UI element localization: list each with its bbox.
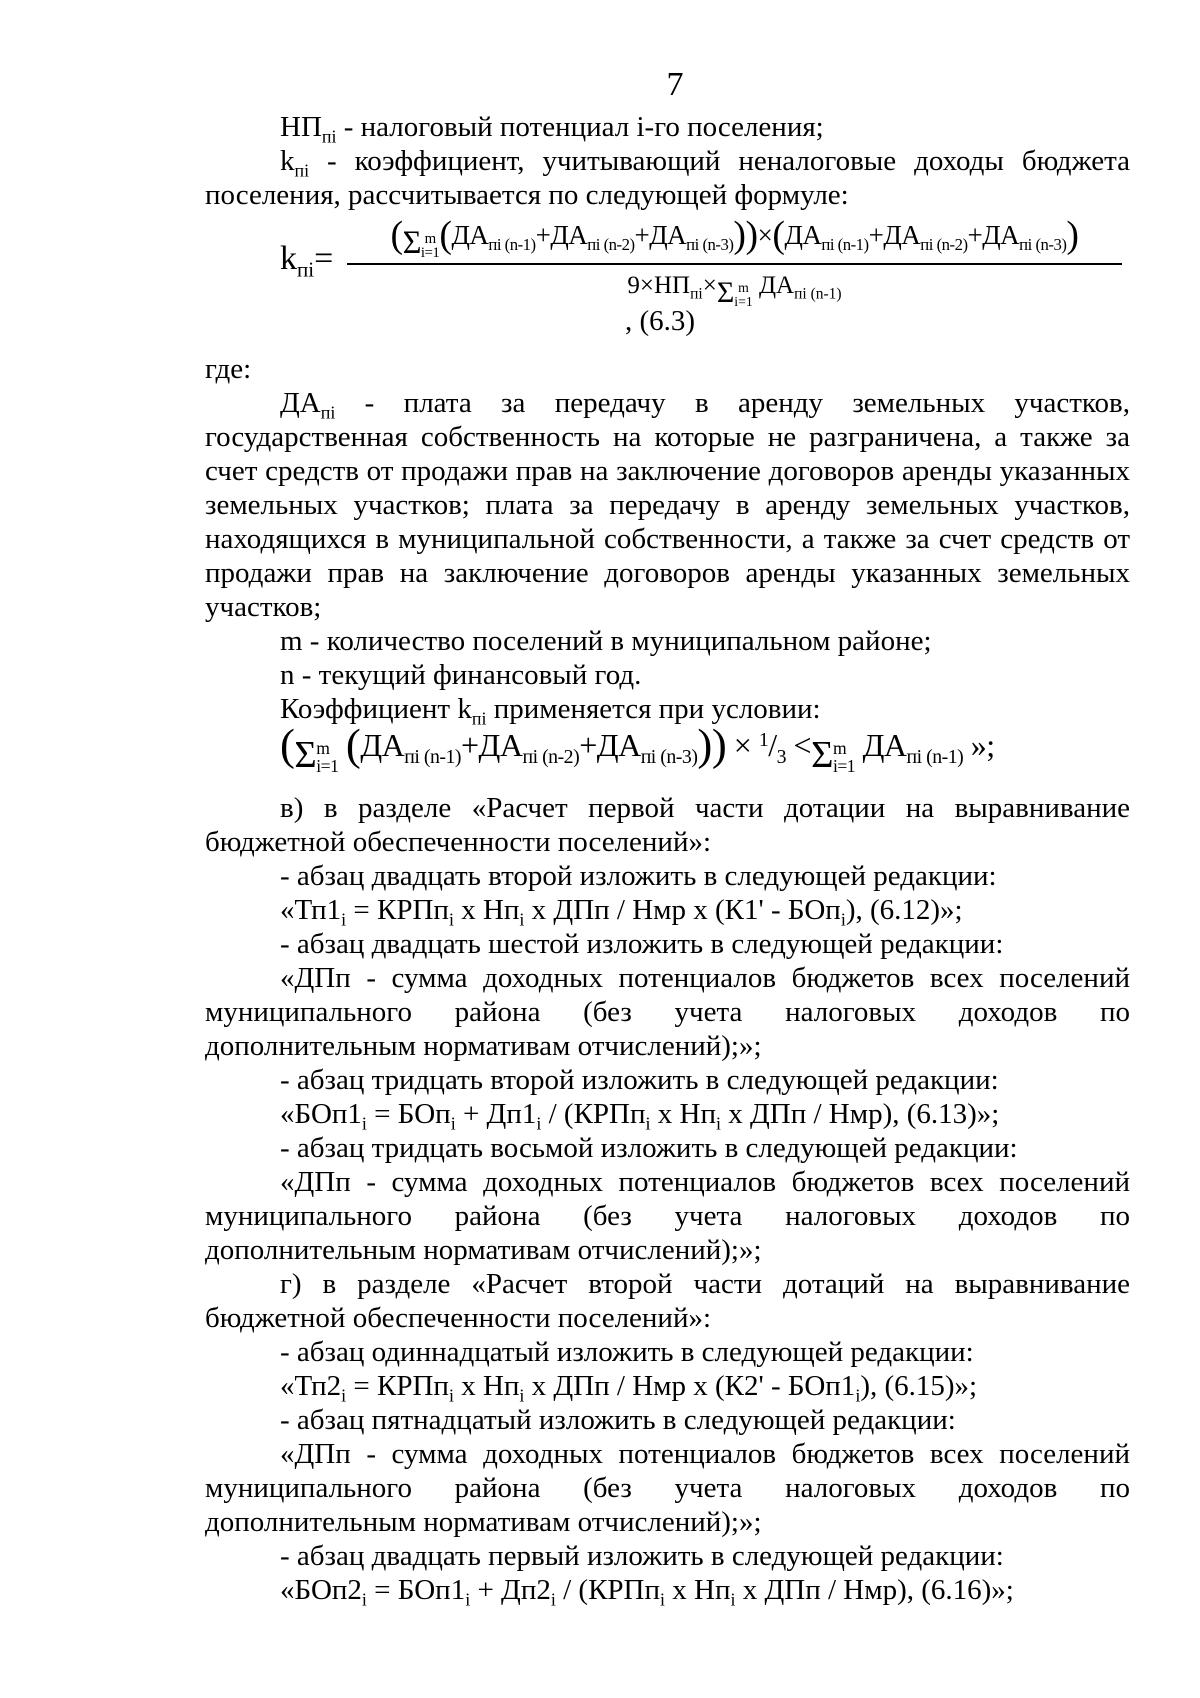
k-definition: $k_{пi}$ - коэффициент, учитывающий неналоговые доходы бюджета поселения, рассчитывается по следующей формуле: [205,145,1130,211]
dpp-definition-3: «ДПп - сумма доходных потенциалов бюджетов всех поселений муниципального района (без учета налоговых доходов по дополнительным нормативам отчислений);»; [205,1438,1130,1539]
page-number: 7 [666,66,684,103]
formula-denominator: $9\times НП_{пi}\times$ Σ m i=1 $ДА_{пi (n-1)}$ [627,272,842,309]
g2-heading: - абзац пятнадцатый изложить в следующей редакции: [280,1404,956,1437]
v3-heading: - абзац тридцать второй изложить в следующей редакции: [280,1064,999,1097]
dpp-definition-2: «ДПп - сумма доходных потенциалов бюджетов всех поселений муниципального района (без учета налоговых доходов по дополнительным нормативам отчислений);»; [205,1166,1130,1267]
v2-heading: - абзац двадцать шестой изложить в следующей редакции: [280,928,1004,961]
fraction-bar [347,263,1122,265]
condition-formula: ( Σ m i=1 $(ДА_{пi (n-1)}+ДА_{пi (n-2)}+ДА_{пi (n-3)})) \times ^1/_3$ < Σ m i=1 $ДА_{пi (n-1)}$ »; [280,719,995,777]
g1-heading: - абзац одиннадцатый изложить в следующей редакции: [280,1336,974,1369]
formula-6-13: «$БОп1_i = БОп_i + Дп1_i$ / (КРПп$_i$ х $Нп_i$ х ДПп / Нмр), (6.13)»; [280,1098,1000,1134]
np-definition: $НП_{пi}$ - налоговый потенциал i-го поселения; [280,111,824,147]
da-definition: $ДА_{пi}$ - плата за передачу в аренду земельных участков, государственная собственность на которые не разграничена, а также за счет средств от продажи прав на заключение договоров аренды указанных земельных участков; плата за передачу в аренду земельных участков, находящихся в муниципальной собственности, а также за счет средств от продажи прав на заключение договоров аренды указанных земельных участков; [205,387,1130,623]
document-body [205,110,1130,1610]
formula-numerator: ( Σ m i=1 $(ДА_{пi (n-1)}+ДА_{пi (n-2)}+ДА_{пi (n-3)}))\times(ДА_{пi (n-1)}+ДА_{пi (n-2)}+ДА_{пi (n-3)})$ [390,214,1079,262]
formula-6-12: «$Тп1_i$ = КРПп$_i$ х $Нп_i$ х ДПп / Нмр х (К1' - БОп$_i$), (6.12)»; [280,894,963,930]
formula-lhs: $k_{пi}=$ [280,240,334,282]
formula-fraction [347,214,1122,309]
v4-heading: - абзац тридцать восьмой изложить в следующей редакции: [280,1132,1018,1165]
m-definition: m - количество поселений в муниципальном районе; [280,625,932,657]
formula-6-3 [205,214,1130,309]
where-label: где: [205,353,252,385]
v1-heading: - абзац двадцать второй изложить в следующей редакции: [280,860,997,893]
coefficient-condition-intro: Коэффициент $k_{пi}$ применяется при условии: [280,693,821,729]
equation-number: , (6.3) [625,305,696,337]
formula-6-16: «$БОп2_i = БОп1_i + Дп2_i$ / (КРПп$_i$ х $Нп_i$ х ДПп / Нмр), (6.16)»; [280,1574,1014,1610]
formula-6-15: «$Тп2_i$ = КРПп$_i$ х $Нп_i$ х ДПп / Нмр х $(К2' - БОп1_i)$, (6.15)»; [280,1370,978,1406]
dpp-definition-1: «ДПп - сумма доходных потенциалов бюджетов всех поселений муниципального района (без учета налоговых доходов по дополнительным нормативам отчислений);»; [205,962,1130,1063]
g3-heading: - абзац двадцать первый изложить в следующей редакции: [280,1540,1004,1573]
n-definition: n - текущий финансовый год. [280,659,642,691]
section-v-intro: в) в разделе «Расчет первой части дотации на выравнивание бюджетной обеспеченности поселений»: [205,792,1130,859]
section-g-intro: г) в разделе «Расчет второй части дотаций на выравнивание бюджетной обеспеченности поселений»: [205,1268,1130,1335]
